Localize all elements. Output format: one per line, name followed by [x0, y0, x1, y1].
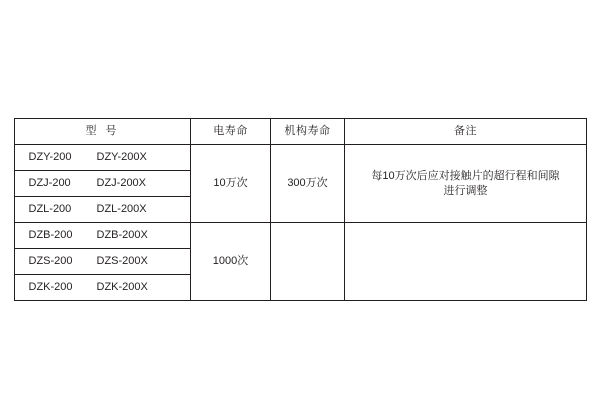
- table-row: [15, 223, 587, 249]
- model-cell: [15, 249, 191, 275]
- header-model: 型 号: [15, 119, 191, 145]
- header-electrical-life: 电寿命: [191, 119, 271, 145]
- remark-line-2: 进行调整: [443, 184, 488, 197]
- model-code-a: DZK-200: [28, 281, 73, 294]
- model-code-b: DZB-200X: [96, 229, 148, 242]
- remark-line-1: 每10万次后应对接触片的超行程和间隙: [371, 169, 560, 182]
- remark-cell-empty: [345, 223, 587, 301]
- remark-cell: [345, 145, 587, 223]
- spec-table: [14, 118, 587, 301]
- mechanical-life-group-1: 300万次: [271, 145, 345, 223]
- header-remark: 备注: [345, 119, 587, 145]
- header-mechanical-life: 机构寿命: [271, 119, 345, 145]
- table-row: [15, 145, 587, 171]
- model-code-a: DZS-200: [28, 255, 73, 268]
- model-cell: [15, 275, 191, 301]
- model-code-a: DZB-200: [28, 229, 73, 242]
- table-header-row: [15, 119, 587, 145]
- electrical-life-group-1: 10万次: [191, 145, 271, 223]
- model-code-a: DZL-200: [28, 203, 72, 216]
- mechanical-life-group-2: [271, 223, 345, 301]
- model-cell: [15, 171, 191, 197]
- spec-table-container: [14, 118, 586, 301]
- model-code-b: DZS-200X: [96, 255, 148, 268]
- model-code-b: DZY-200X: [96, 151, 147, 164]
- model-code-a: DZY-200: [28, 151, 72, 164]
- model-cell: [15, 197, 191, 223]
- model-code-b: DZK-200X: [96, 281, 148, 294]
- model-code-a: DZJ-200: [28, 177, 71, 190]
- electrical-life-group-2: 1000次: [191, 223, 271, 301]
- model-code-b: DZL-200X: [96, 203, 147, 216]
- model-cell: [15, 223, 191, 249]
- model-cell: [15, 145, 191, 171]
- model-code-b: DZJ-200X: [96, 177, 147, 190]
